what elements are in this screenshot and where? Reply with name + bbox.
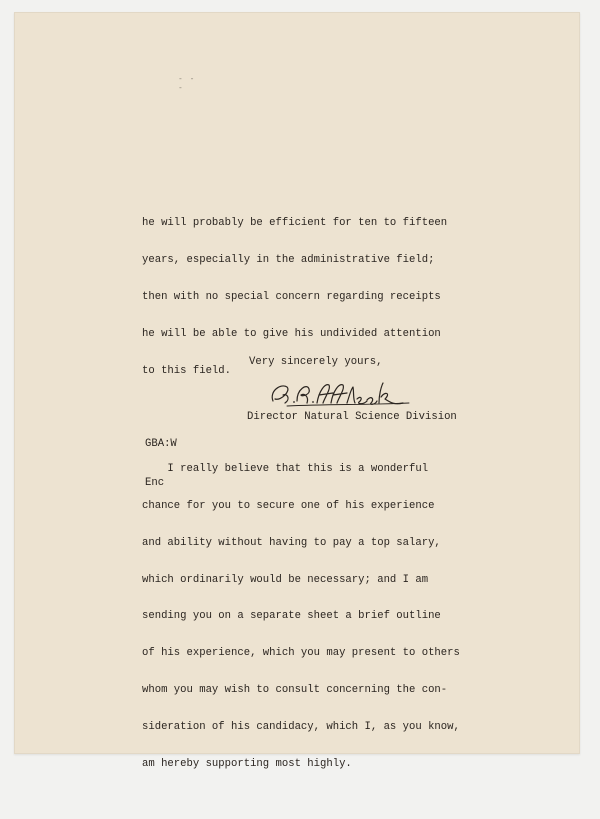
- letter-body: [142, 168, 482, 819]
- line: of his experience, which you may present to others: [142, 647, 460, 660]
- letter-page: [14, 12, 580, 770]
- line: sending you on a separate sheet a brief outline: [142, 610, 441, 623]
- line: whom you may wish to consult concerning the con-: [142, 684, 448, 697]
- enclosure-note: Enc: [145, 477, 165, 489]
- line: and ability without having to pay a top salary,: [142, 536, 441, 549]
- line: sideration of his candidacy, which I, as you know,: [142, 721, 460, 734]
- closing: Very sincerely yours,: [249, 356, 383, 368]
- line: chance for you to secure one of his experience: [142, 499, 435, 512]
- paragraph-2: [142, 438, 482, 795]
- line: he will be able to give his undivided attention: [142, 327, 441, 340]
- handwritten-signature: [267, 377, 417, 411]
- signer-title: Director Natural Science Division: [247, 411, 457, 423]
- line: then with no special concern regarding receipts: [142, 290, 441, 303]
- paragraph-1: [142, 193, 482, 402]
- line: to this field.: [142, 364, 232, 377]
- line: years, especially in the administrative field;: [142, 254, 435, 267]
- reference-block: [145, 412, 177, 516]
- line: am hereby supporting most highly.: [142, 757, 352, 770]
- top-mark: - - -: [178, 74, 196, 92]
- line: I really believe that this is a wonderful: [142, 462, 429, 475]
- line: he will probably be efficient for ten to fifteen: [142, 217, 448, 230]
- line: which ordinarily would be necessary; and I am: [142, 573, 429, 586]
- reference-initials: GBA:W: [145, 438, 177, 450]
